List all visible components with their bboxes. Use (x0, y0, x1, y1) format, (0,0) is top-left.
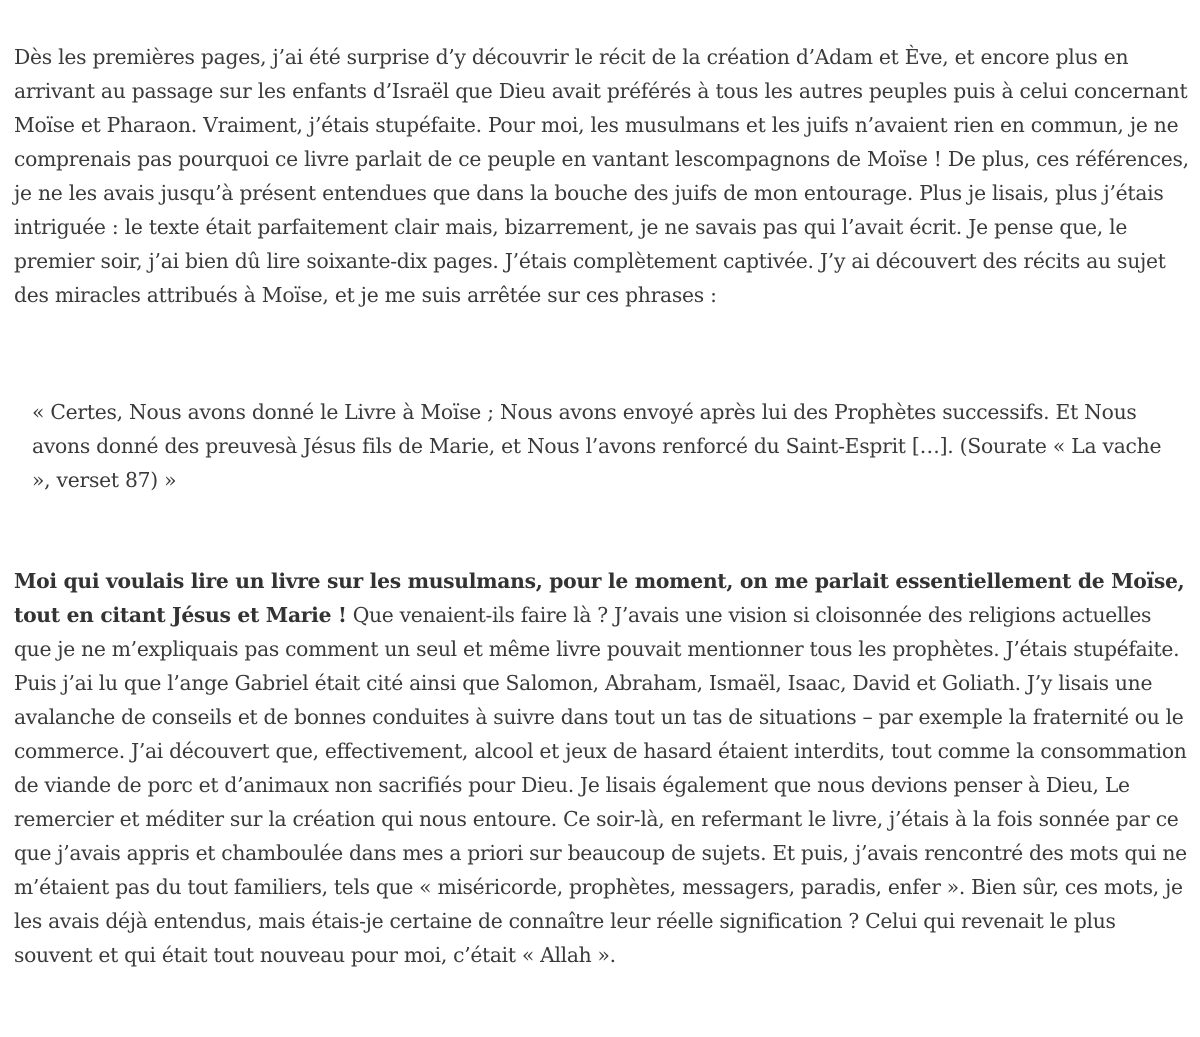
paragraph-1: Dès les premières pages, j’ai été surprise d’y découvrir le récit de la création d’Adam et Ève, et encore plus en arrivant au passage sur les enfants d’Israël que Dieu avait préférés à tous les autres peuples puis à celui concernant Moïse et Pharaon. Vraiment, j’étais stupéfaite. Pour moi, les musulmans et les juifs n’avaient rien en commun, je ne comprenais pas pourquoi ce livre parlait de ce peuple en vantant lescompagnons de Moïse ! De plus, ces références, je ne les avais jusqu’à présent entendues que dans la bouche des juifs de mon entourage. Plus je lisais, plus j’étais intriguée : le texte était parfaitement clair mais, bizarrement, je ne savais pas qui l’avait écrit. Je pense que, le premier soir, j’ai bien dû lire soixante-dix pages. J’étais complètement captivée. J’y ai découvert des récits au sujet des miracles attribués à Moïse, et je me suis arrêtée sur ces phrases : (14, 45, 1189, 307)
quote-text: « Certes, Nous avons donné le Livre à Moïse ; Nous avons envoyé après lui des Prophètes successifs. Et Nous avons donné des preuvesà Jésus fils de Marie, et Nous l’avons renforcé du Saint-Esprit […]. (Sourate « La vache », verset 87) » (32, 400, 1162, 492)
article-body (14, 40, 1192, 312)
paragraph-2-bold-lead: Moi qui voulais lire un livre sur les musulmans, pour le moment, on me parlait essentiellement de Moïse, tout en citant Jésus et Marie ! (14, 569, 1185, 627)
quran-quote (32, 395, 1182, 497)
paragraph-2 (14, 564, 1192, 972)
paragraph-2-text: Que venaient-ils faire là ? J’avais une vision si cloisonnée des religions actuelles que je ne m’expliquais pas comment un seul et même livre pouvait mentionner tous les prophètes. J’étais stupéfaite. Puis j’ai lu que l’ange Gabriel était cité ainsi que Salomon, Abraham, Ismaël, Isaac, David et Goliath. J’y lisais une avalanche de conseils et de bonnes conduites à suivre dans tout un tas de situations – par exemple la fraternité ou le commerce. J’ai découvert que, effectivement, alcool et jeux de hasard étaient interdits, tout comme la consommation de viande de porc et d’animaux non sacrifiés pour Dieu. Je lisais également que nous devions penser à Dieu, Le remercier et méditer sur la création qui nous entoure. Ce soir-là, en refermant le livre, j’étais à la fois sonnée par ce que j’avais appris et chamboulée dans mes a priori sur beaucoup de sujets. Et puis, j’avais rencontré des mots qui ne m’étaient pas du tout familiers, tels que « miséricorde, prophètes, messagers, paradis, enfer ». Bien sûr, ces mots, je les avais déjà entendus, mais étais-je certaine de connaître leur réelle signification ? Celui qui revenait le plus souvent et qui était tout nouveau pour moi, c’était « Allah ». (14, 603, 1187, 967)
